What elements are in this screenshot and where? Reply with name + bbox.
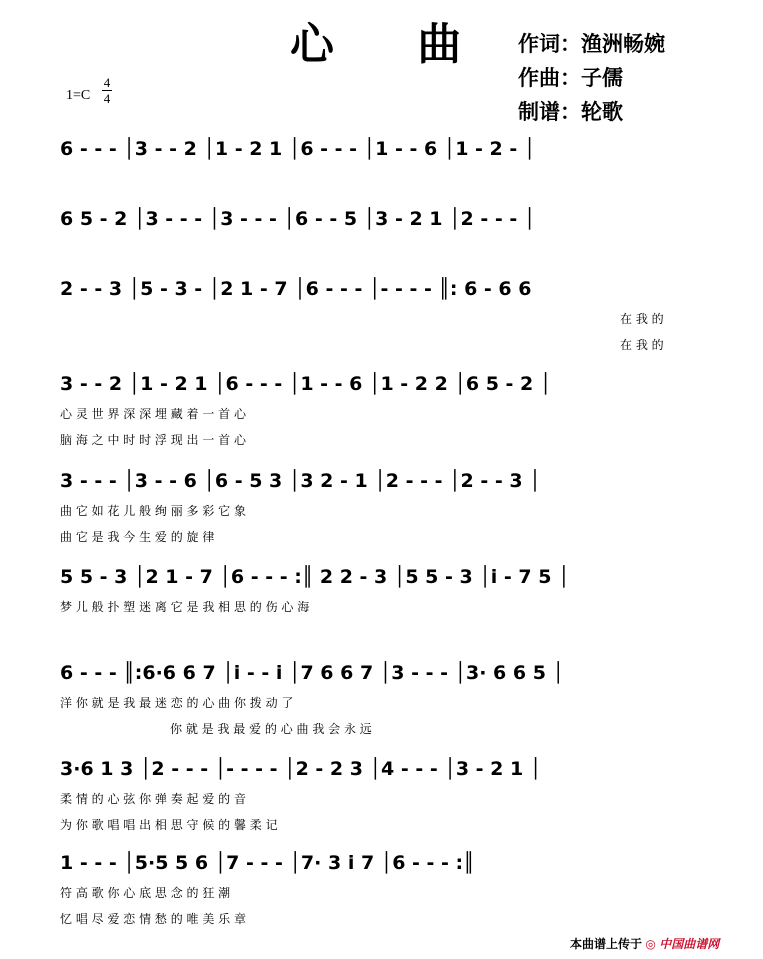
notes-line: 2 - - 3 │5 - 3 - │2 1 - 7 │6 - - - │- - - - ║: 6 - 6 6 — [60, 278, 532, 300]
lyrics-verse-2: 在 我 的 — [620, 338, 664, 352]
upload-prefix: 本曲谱上传于 — [570, 937, 643, 951]
lyrics-verse-1: 曲 它 如 花 儿 般 绚 丽 多 彩 它 象 — [60, 504, 246, 518]
site-name[interactable]: 中国曲谱网 — [659, 937, 720, 951]
notes-line: 3·6 1 3 │2 - - - │- - - - │2 - 2 3 │4 - - - │3 - 2 1 │ — [60, 758, 542, 780]
lyrics-verse-2: 曲 它 是 我 今 生 爱 的 旋 律 — [60, 530, 215, 544]
notes-line: 5 5 - 3 │2 1 - 7 │6 - - - :║ 2 2 - 3 │5 5 - 3 │i - 7 5 │ — [60, 566, 570, 588]
lyrics-verse-1: 梦 儿 般 扑 塑 迷 离 它 是 我 相 思 的 伤 心 海 — [60, 600, 310, 614]
lyrics-verse-2: 忆 唱 尽 爱 恋 情 愁 的 唯 美 乐 章 — [60, 912, 246, 926]
notes-line: 6 5 - 2 │3 - - - │3 - - - │6 - - 5 │3 - 2 1 │2 - - - │ — [60, 208, 536, 230]
notes-line: 6 - - - ║:6·6 6 7 │i - - i │7 6 6 7 │3 - - - │3· 6 6 5 │ — [60, 662, 565, 684]
notes-line: 3 - - - │3 - - 6 │6 - 5 3 │3 2 - 1 │2 - - - │2 - - 3 │ — [60, 470, 541, 492]
lyrics-verse-1: 符 高 歌 你 心 底 思 念 的 狂 潮 — [60, 886, 231, 900]
lyrics-verse-2: 你 就 是 我 最 爱 的 心 曲 我 会 永 远 — [170, 722, 372, 736]
lyrics-verse-2: 脑 海 之 中 时 时 浮 现 出 一 首 心 — [60, 433, 246, 447]
notes-line: 1 - - - │5·5 5 6 │7 - - - │7· 3 i 7 │6 - - - :║ — [60, 852, 475, 874]
lyrics-verse-1: 心 灵 世 界 深 深 埋 藏 着 一 首 心 — [60, 407, 246, 421]
time-beats: 4 — [103, 75, 111, 90]
song-title: 心 曲 — [290, 19, 496, 70]
composer-credit: 作曲：子儒 — [518, 67, 623, 90]
time-unit: 4 — [103, 91, 111, 106]
site-logo-icon: ◎ — [645, 937, 656, 951]
notes-line: 3 - - 2 │1 - 2 1 │6 - - - │1 - - 6 │1 - 2 2 │6 5 - 2 │ — [60, 373, 552, 395]
lyrics-verse-1: 洋 你 就 是 我 最 迷 恋 的 心 曲 你 拨 动 了 — [60, 696, 294, 710]
arranger-credit: 制谱：轮歌 — [518, 101, 623, 124]
upload-credit — [570, 935, 719, 952]
lyrics-verse-1: 在 我 的 — [620, 312, 664, 326]
key-tonic: 1=C — [66, 88, 91, 103]
lyricist-credit: 作词：渔洲畅婉 — [518, 33, 665, 56]
lyrics-verse-2: 为 你 歌 唱 唱 出 相 思 守 候 的 馨 柔 记 — [60, 818, 278, 832]
notes-line: 6 - - - │3 - - 2 │1 - 2 1 │6 - - - │1 - - 6 │1 - 2 - │ — [60, 138, 536, 160]
lyrics-verse-1: 柔 情 的 心 弦 你 弹 奏 起 爱 的 音 — [60, 792, 246, 806]
